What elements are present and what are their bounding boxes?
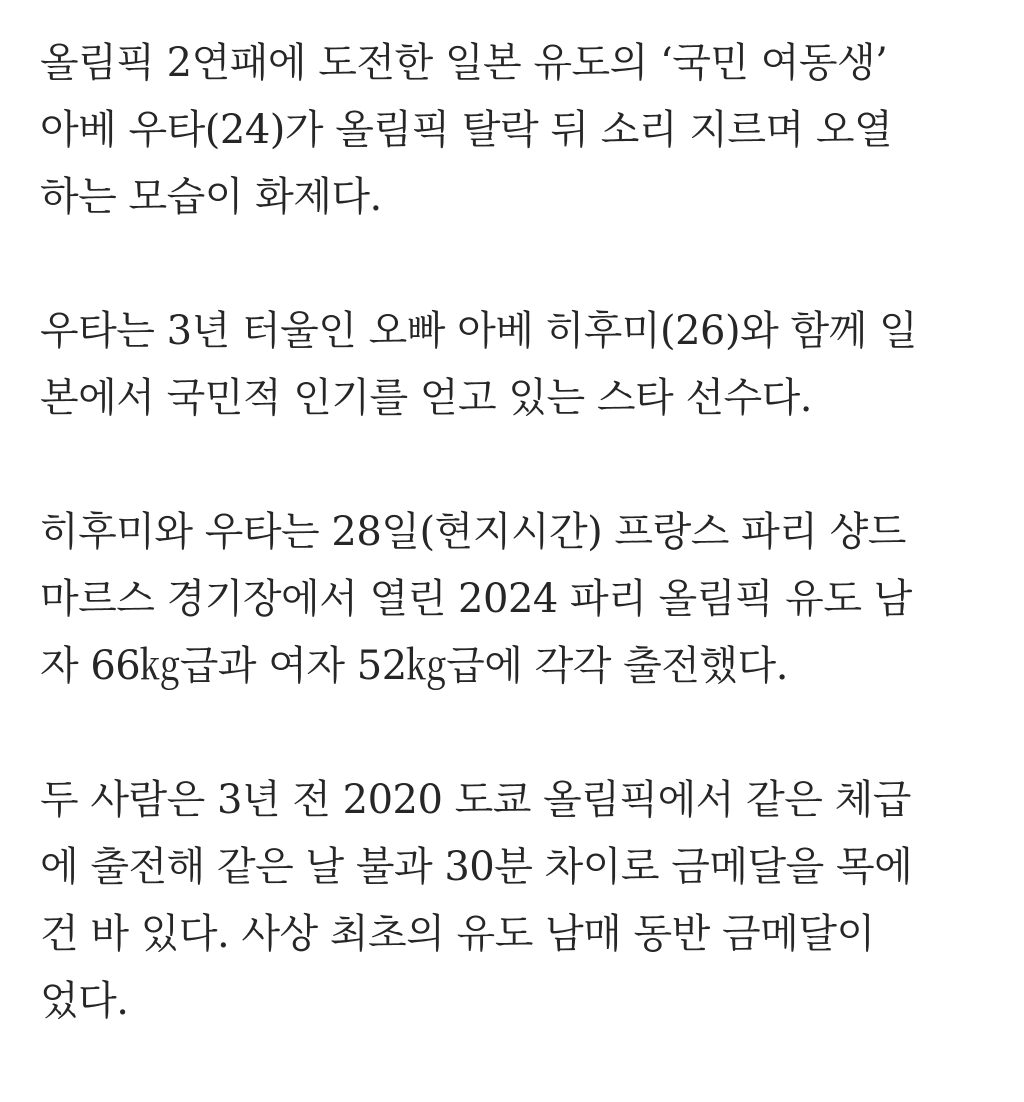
- text-line: 우타는 3년 터울인 오빠 아베 히후미(26)와 함께 일: [40, 308, 918, 354]
- text-line: 두 사람은 3년 전 2020 도쿄 올림픽에서 같은 체급: [40, 777, 911, 823]
- text-line: 에 출전해 같은 날 불과 30분 차이로 금메달을 목에: [40, 844, 913, 890]
- text-line: 건 바 있다. 사상 최초의 유도 남매 동반 금메달이: [40, 911, 875, 957]
- paragraph-3: [40, 499, 1000, 700]
- text-line: 하는 모습이 화제다.: [40, 174, 382, 220]
- text-line: 마르스 경기장에서 열린 2024 파리 올림픽 유도 남: [40, 576, 912, 622]
- text-line: 아베 우타(24)가 올림픽 탈락 뒤 소리 지르며 오열: [40, 107, 893, 153]
- text-line: 본에서 국민적 인기를 얻고 있는 스타 선수다.: [40, 375, 813, 421]
- paragraph-1: [40, 30, 1000, 231]
- article-body: [40, 30, 1000, 1035]
- text-line: 자 66㎏급과 여자 52㎏급에 각각 출전했다.: [40, 643, 788, 689]
- text-line: 히후미와 우타는 28일(현지시간) 프랑스 파리 샹드: [40, 509, 906, 555]
- text-line: 었다.: [40, 978, 129, 1024]
- text-line: 올림픽 2연패에 도전한 일본 유도의 ‘국민 여동생’: [40, 40, 888, 86]
- paragraph-4: [40, 767, 1000, 1035]
- paragraph-2: [40, 298, 1000, 432]
